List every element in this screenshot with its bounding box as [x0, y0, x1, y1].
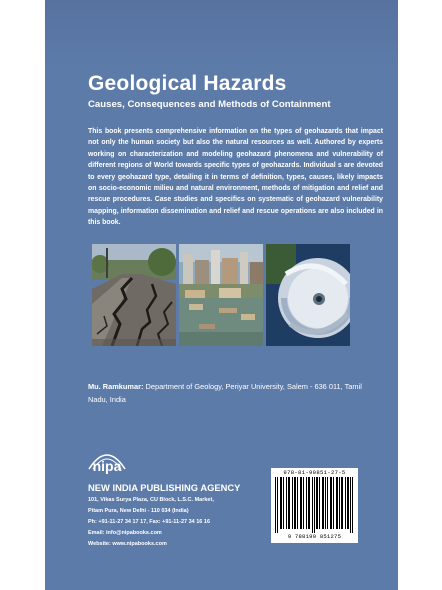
- book-description: This book presents comprehensive information on the types of geohazards that impact not only the human society but also the natural resources as well. Authored by experts working on characterization and modeling geohazard phenomena and vulnerability of different regions of World towards specific types of geohazards. Individual s are devoted to every geohazard type, detailing it in terms of definition, types, causes, likely impacts on socio-economic milieu and natural environment, methods of mitigation and relief and rescue procedures. Case studies and specifics on systematic of geohazard vulnerability mapping, information dissemination and relief and rescue operations are also included in this book.: [88, 128, 383, 227]
- book-subtitle: Causes, Consequences and Methods of Containment: [88, 99, 331, 110]
- author-name: Mu. Ramkumar:: [88, 382, 144, 391]
- cyclone-satellite-photo: [266, 244, 350, 346]
- svg-text:nipa: nipa: [92, 458, 122, 474]
- publisher-address-line2: Pitam Pura, New Delhi - 110 034 (India): [88, 507, 189, 514]
- publisher-details: [88, 495, 298, 550]
- publisher-address-line1: 101, Vikas Surya Plaza, CU Block, L.S.C. Market,: [88, 497, 214, 503]
- isbn-barcode: [271, 468, 358, 543]
- publisher-phone: Ph: +91-11-27 34 17 17, Fax: +91-11-27 34 16 16: [88, 518, 211, 525]
- barcode-bars-icon: [274, 477, 355, 533]
- isbn-bottom-text: 9 788190 851275: [287, 533, 342, 540]
- publisher-email: Email: info@nipabooks.com: [88, 529, 162, 536]
- book-back-cover: [45, 0, 398, 590]
- isbn-top-text: 978-81-90851-27-5: [283, 469, 346, 476]
- author-affiliation: Department of Geology, Periyar University, Salem - 636 011, Tamil Nadu, India: [88, 382, 362, 404]
- photo-strip: [92, 244, 375, 346]
- flooded-city-photo: [179, 244, 263, 346]
- publisher-website: Website: www.nipabooks.com: [88, 540, 167, 547]
- book-title: Geological Hazards: [88, 72, 287, 95]
- publisher-name: NEW INDIA PUBLISHING AGENCY: [88, 482, 241, 493]
- author-info: [88, 381, 383, 406]
- nipa-logo-icon: [87, 447, 127, 475]
- earthquake-cracked-road-photo: [92, 244, 176, 346]
